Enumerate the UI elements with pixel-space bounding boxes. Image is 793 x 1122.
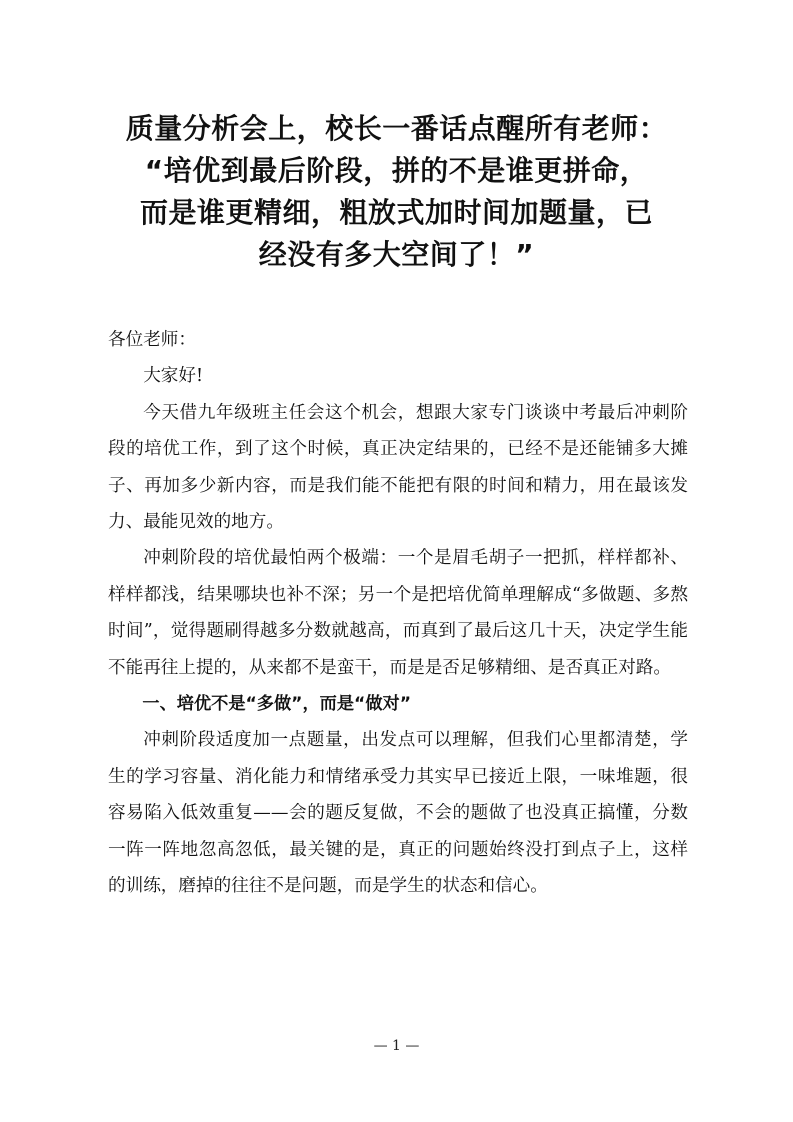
paragraph-1: 今天借九年级班主任会这个机会，想跟大家专门谈谈中考最后冲刺阶段的培优工作，到了这个时候，真正决定结果的，已经不是还能铺多大摊子、再加多少新内容，而是我们能不能把有限的时间和精力，用在最该发力、最能见效的地方。 [108,402,688,533]
greeting: 大家好! [143,366,204,387]
document-title [96,108,697,276]
page-number: — 1 — [373,1038,420,1054]
document-body [108,322,688,905]
section-paragraph: 冲刺阶段适度加一点题量，出发点可以理解，但我们心里都清楚，学生的学习容量、消化能力和情绪承受力其实早已接近上限，一味堆题，很容易陷入低效重复——会的题反复做，不会的题做了也没真正搞懂，分数一阵一阵地忽高忽低，最关键的是，真正的问题始终没打到点子上，这样的训练，磨掉的往往不是问题，而是学生的状态和信心。 [108,730,688,897]
paragraph-2: 冲刺阶段的培优最怕两个极端：一个是眉毛胡子一把抓，样样都补、样样都浅，结果哪块也补不深；另一个是把培优简单理解成“多做题、多熬时间”，觉得题刷得越多分数就越高，而真到了最后这几十天，决定学生能不能再往上提的，从来都不是蛮干，而是是否足够精细、是否真正对路。 [108,548,688,678]
section-heading: 一、培优不是“多做”，而是“做对” [142,694,412,715]
title-line-2: “培优到最后阶段，拼的不是谁更拼命， [144,154,649,187]
salutation: 各位老师： [108,330,196,350]
title-line-4: 经没有多大空间了！” [258,238,535,271]
title-line-1: 质量分析会上，校长一番话点醒所有老师： [125,112,668,145]
title-line-3: 而是谁更精细，粗放式加时间加题量，已 [139,196,653,229]
